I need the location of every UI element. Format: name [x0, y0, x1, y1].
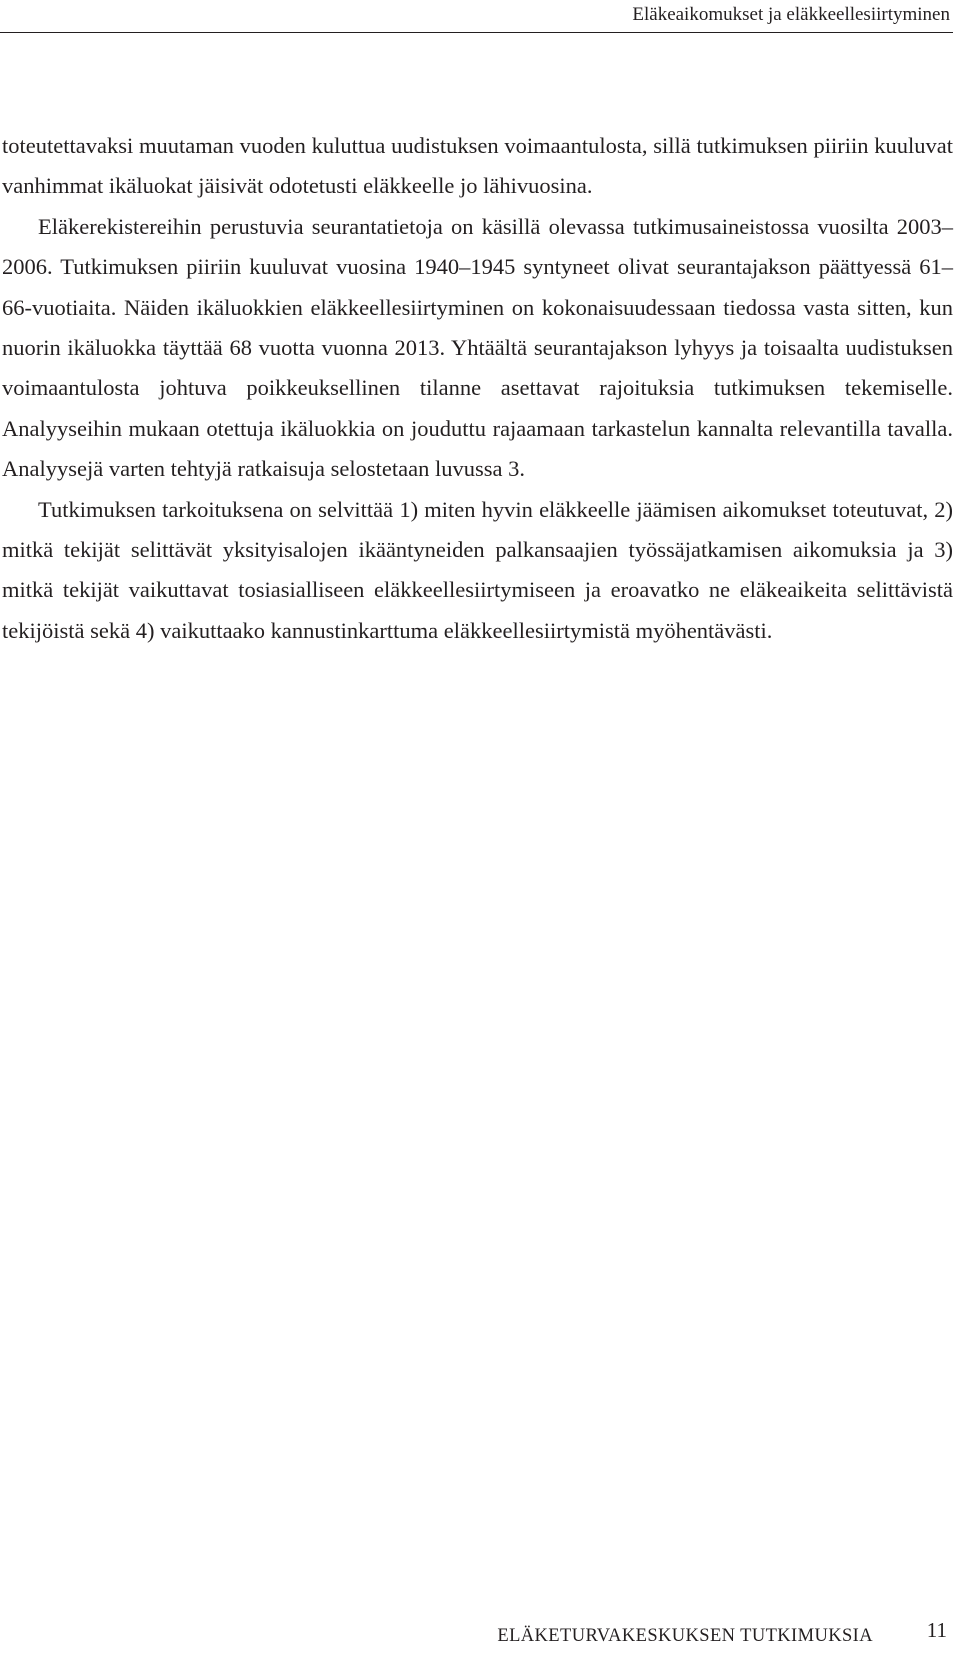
- header-rule: [0, 32, 953, 33]
- paragraph-data-source: Eläkerekistereihin perustuvia seurantatietoja on käsillä olevassa tutkimusaineistossa vuosilta 2003–2006. Tutkimuksen piiriin kuuluvat vuosina 1940–1945 syntyneet olivat seurantajakson päättyessä 61–66-vuotiaita. Näiden ikäluokkien eläkkeellesiirtyminen on kokonaisuudessaan tiedossa vasta sitten, kun nuorin ikäluokka täyttää 68 vuotta vuonna 2013. Yhtäältä seurantajakson lyhyys ja toisaalta uudistuksen voimaantulosta johtuva poikkeuksellinen tilanne asettavat rajoituksia tutkimuksen tekemiselle. Analyyseihin mukaan otettuja ikäluokkia on jouduttu rajaamaan tarkastelun kannalta relevantilla tavalla. Analyysejä varten tehtyjä ratkaisuja selostetaan luvussa 3.: [2, 213, 953, 482]
- page-number: 11: [926, 1618, 947, 1642]
- running-header: Eläkeaikomukset ja eläkkeellesiirtyminen: [632, 4, 950, 25]
- body-text: [2, 126, 953, 651]
- footer-series-title: ELÄKETURVAKESKUKSEN TUTKIMUKSIA: [497, 1626, 873, 1646]
- page-footer: [0, 1618, 953, 1652]
- paragraph-research-aims: Tutkimuksen tarkoituksena on selvittää 1) miten hyvin eläkkeelle jäämisen aikomukset toteutuvat, 2) mitkä tekijät selittävät yksityisalojen ikääntyneiden palkansaajien työssäjatkamisen aikomuksia ja 3) mitkä tekijät vaikuttavat tosiasialliseen eläkkeellesiirtymiseen ja eroavatko ne eläkeaikeita selittävistä tekijöistä sekä 4) vaikuttaako kannustinkarttuma eläkkeellesiirtymistä myöhentävästi.: [2, 496, 953, 643]
- paragraph-continuation: toteutettavaksi muutaman vuoden kuluttua uudistuksen voimaantulosta, sillä tutkimuksen piiriin kuuluvat vanhimmat ikäluokat jäisivät odotetusti eläkkeelle jo lähivuosina.: [2, 133, 953, 199]
